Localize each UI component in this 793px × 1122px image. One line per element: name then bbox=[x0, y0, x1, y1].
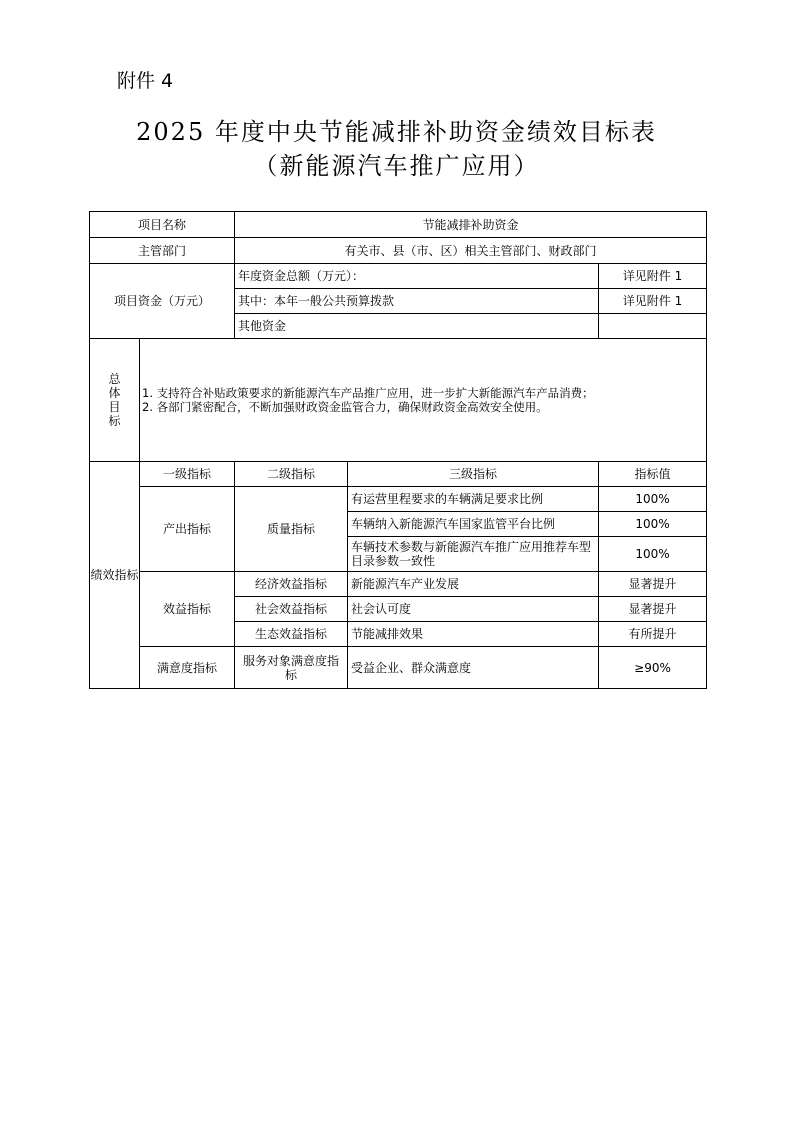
goal-label-text: 总体目标 bbox=[108, 372, 121, 428]
goal-line-1: 1. 支持符合补贴政策要求的新能源汽车产品推广应用，进一步扩大新能源汽车产品消费； bbox=[142, 386, 594, 400]
table-row-output-2-value: 100% bbox=[599, 512, 707, 537]
table-row-benefit-1-level2: 经济效益指标 bbox=[235, 572, 348, 597]
table-row-benefit-2-name: 社会认可度 bbox=[348, 597, 599, 622]
output-level1: 产出指标 bbox=[140, 487, 235, 572]
project-name-value: 节能减排补助资金 bbox=[235, 212, 707, 238]
table-row-output-3-value: 100% bbox=[599, 537, 707, 572]
header-value: 指标值 bbox=[599, 462, 707, 487]
funds-label: 项目资金（万元） bbox=[90, 264, 235, 339]
goal-label bbox=[90, 339, 140, 462]
funds-budget-label: 其中：本年一般公共预算拨款 bbox=[235, 289, 599, 314]
satisfaction-level2: 服务对象满意度指标 bbox=[235, 647, 348, 689]
table-row-output-1-name: 有运营里程要求的车辆满足要求比例 bbox=[348, 487, 599, 512]
satisfaction-level1: 满意度指标 bbox=[140, 647, 235, 689]
header-level1: 一级指标 bbox=[140, 462, 235, 487]
header-level3: 三级指标 bbox=[348, 462, 599, 487]
goal-content bbox=[140, 339, 707, 462]
performance-target-table bbox=[89, 211, 707, 689]
table-row-benefit-3-value: 有所提升 bbox=[599, 622, 707, 647]
satisfaction-value: ≥90% bbox=[599, 647, 707, 689]
table-row-benefit-2-value: 显著提升 bbox=[599, 597, 707, 622]
dept-label: 主管部门 bbox=[90, 238, 235, 264]
table-row-benefit-1-value: 显著提升 bbox=[599, 572, 707, 597]
table-row-benefit-1-name: 新能源汽车产业发展 bbox=[348, 572, 599, 597]
table-row-benefit-2-level2: 社会效益指标 bbox=[235, 597, 348, 622]
satisfaction-name: 受益企业、群众满意度 bbox=[348, 647, 599, 689]
table-row-output-1-value: 100% bbox=[599, 487, 707, 512]
funds-other-value bbox=[599, 314, 707, 339]
goal-line-2: 2. 各部门紧密配合，不断加强财政资金监管合力，确保财政资金高效安全使用。 bbox=[142, 400, 548, 414]
output-level2: 质量指标 bbox=[235, 487, 348, 572]
perf-label-text: 绩效指标 bbox=[90, 568, 139, 582]
page-subtitle: （新能源汽车推广应用） bbox=[253, 152, 540, 180]
table-row-output-3-name: 车辆技术参数与新能源汽车推广应用推荐车型目录参数一致性 bbox=[348, 537, 599, 572]
page-title: 2025 年度中央节能减排补助资金绩效目标表 bbox=[136, 118, 657, 146]
attachment-label: 附件 4 bbox=[117, 70, 174, 92]
header-level2: 二级指标 bbox=[235, 462, 348, 487]
funds-budget-value: 详见附件 1 bbox=[599, 289, 707, 314]
dept-value: 有关市、县（市、区）相关主管部门、财政部门 bbox=[235, 238, 707, 264]
project-name-label: 项目名称 bbox=[90, 212, 235, 238]
table-row-benefit-3-level2: 生态效益指标 bbox=[235, 622, 348, 647]
funds-other-label: 其他资金 bbox=[235, 314, 599, 339]
table-row-output-2-name: 车辆纳入新能源汽车国家监管平台比例 bbox=[348, 512, 599, 537]
table-row-benefit-3-name: 节能减排效果 bbox=[348, 622, 599, 647]
funds-total-label: 年度资金总额（万元）： bbox=[235, 264, 599, 289]
perf-label bbox=[90, 462, 140, 689]
benefit-level1: 效益指标 bbox=[140, 572, 235, 647]
funds-total-value: 详见附件 1 bbox=[599, 264, 707, 289]
